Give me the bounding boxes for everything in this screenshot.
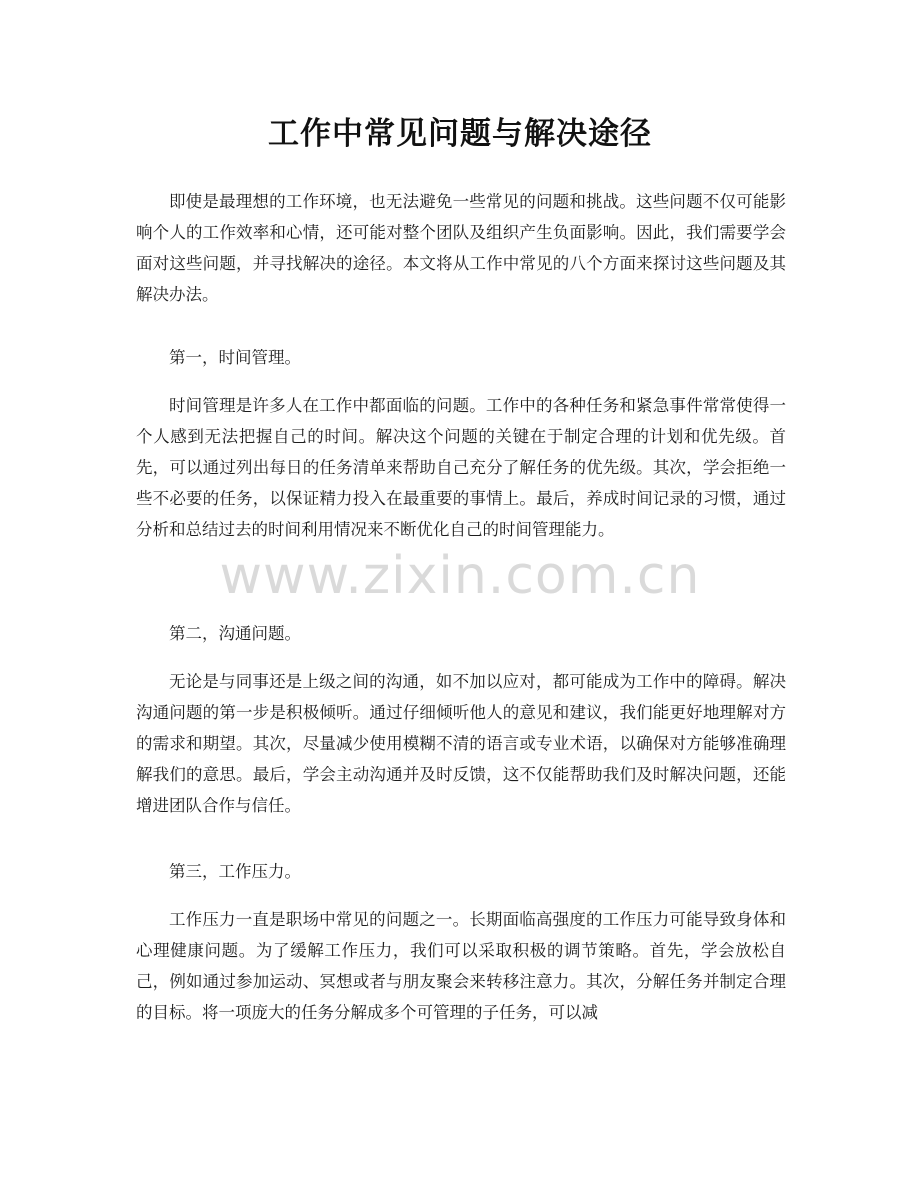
intro-paragraph: 即使是最理想的工作环境，也无法避免一些常见的问题和挑战。这些问题不仅可能影响个人的工作效率和心情，还可能对整个团队及组织产生负面影响。因此，我们需要学会面对这些问题，并寻找解决的途径。本文将从工作中常见的八个方面来探讨这些问题及其解决办法。 bbox=[136, 192, 786, 304]
section-2-body: 无论是与同事还是上级之间的沟通，如不加以应对，都可能成为工作中的障碍。解决沟通问题的第一步是积极倾听。通过仔细倾听他人的意见和建议，我们能更好地理解对方的需求和期望。其次，尽量减少使用模糊不清的语言或专业术语，以确保对方能够准确理解我们的意思。最后，学会主动沟通并及时反馈，这不仅能帮助我们及时解决问题，还能增进团队合作与信任。 bbox=[136, 672, 786, 815]
document-title: 工作中常见问题与解决途径 bbox=[268, 116, 652, 152]
watermark: www.zixin.com.cn bbox=[219, 546, 701, 606]
section-3-heading: 第三，工作压力。 bbox=[169, 862, 301, 881]
section-2-heading: 第二，沟通问题。 bbox=[169, 624, 301, 643]
section-1-heading: 第一，时间管理。 bbox=[169, 348, 301, 367]
section-1-body: 时间管理是许多人在工作中都面临的问题。工作中的各种任务和紧急事件常常使得一个人感到无法把握自己的时间。解决这个问题的关键在于制定合理的计划和优先级。首先，可以通过列出每日的任务清单来帮助自己充分了解任务的优先级。其次，学会拒绝一些不必要的任务，以保证精力投入在最重要的事情上。最后，养成时间记录的习惯，通过分析和总结过去的时间利用情况来不断优化自己的时间管理能力。 bbox=[136, 396, 786, 539]
section-3-body: 工作压力一直是职场中常见的问题之一。长期面临高强度的工作压力可能导致身体和心理健康问题。为了缓解工作压力，我们可以采取积极的调节策略。首先，学会放松自己，例如通过参加运动、冥想或者与朋友聚会来转移注意力。其次，分解任务并制定合理的目标。将一项庞大的任务分解成多个可管理的子任务，可以减 bbox=[136, 910, 786, 1022]
